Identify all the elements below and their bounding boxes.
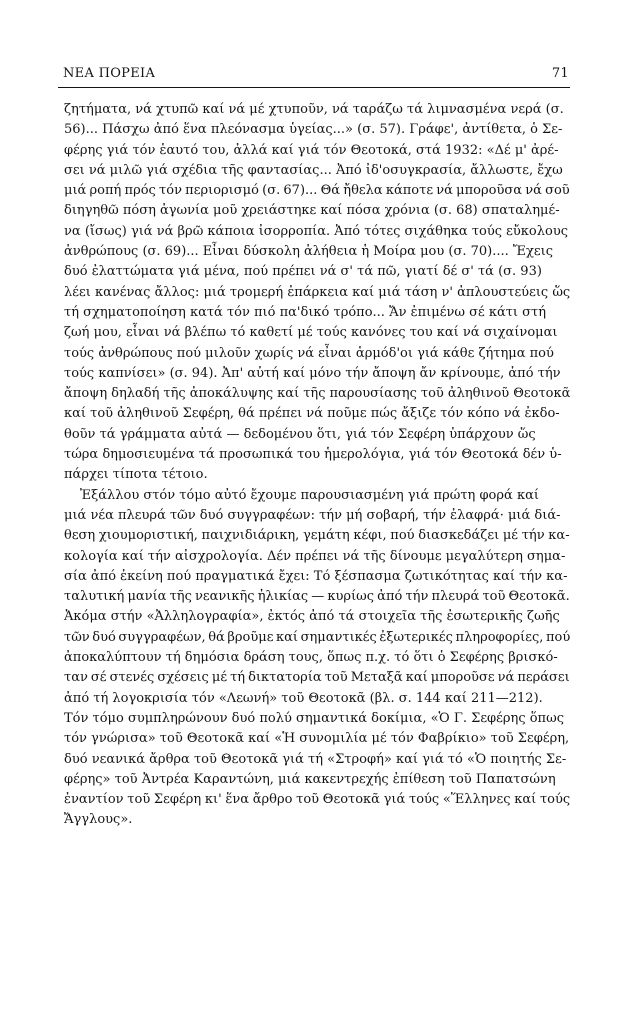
- text-line: ἀνθρώπους (σ. 69)... Εἶναι δύσκολη ἀλήθεια ἡ Μοίρα μου (σ. 70).... Ἔχεις: [64, 244, 553, 260]
- article-body: [64, 100, 570, 831]
- text-line: ἐναντίον τοῦ Σεφέρη κι' ἕνα ἄρθρο τοῦ Θεοτοκᾶ γιά τούς «Ἕλληνες καί τούς: [64, 792, 571, 808]
- text-line: φέρης» τοῦ Ἀντρέα Καραντώνη, μιά κακεντρεχής ἐπίθεση τοῦ Παπατσώνη: [64, 771, 556, 787]
- text-line: τῶν δυό συγγραφέων, θά βροῦμε καί σημαντικές ἐξωτερικές πληροφορίες, πού: [64, 629, 571, 645]
- text-line: να (ἴσως) γιά νά βρῶ κάποια ἰσορροπία. Ἀπό τότες σιχάθηκα τούς εὔκολους: [64, 223, 569, 239]
- text-line: διηγηθῶ πόση ἀγωνία μοῦ χρειάστηκε καί πόσα χρόνια (σ. 68) σπαταλημέ-: [64, 203, 560, 219]
- text-line: τούς καπνίσει» (σ. 94). Ἀπ' αὐτή καί μόνο τήν ἄποψη ἄν κρίνουμε, ἀπό τήν: [64, 365, 561, 381]
- text-line: τόν γνώρισα» τοῦ Θεοτοκᾶ καί «Ἡ συνομιλία μέ τόν Φαβρίκιο» τοῦ Σεφέρη,: [64, 731, 570, 747]
- text-line: δυό ἐλαττώματα γιά μένα, πού πρέπει νά σ' τά πῶ, γιατί δέ σ' τά (σ. 93): [64, 264, 542, 280]
- paragraph-start-line: Ἐξάλλου στόν τόμο αὐτό ἔχουμε παρουσιασμένη γιά πρώτη φορά καί: [80, 487, 539, 503]
- text-line: λέει κανένας ἄλλος: μιά τρομερή ἐπάρκεια καί μιά τάση ν' ἀπλουστεύεις ὥς: [64, 284, 571, 300]
- text-line: μιά νέα πλευρά τῶν δυό συγγραφέων: τήν μή σοβαρή, τήν ἐλαφρά· μιά διά-: [64, 507, 561, 523]
- text-line: ἀπό τή λογοκρισία τόν «Λεωνή» τοῦ Θεοτοκᾶ (βλ. σ. 144 καί 211—212).: [64, 690, 543, 706]
- text-line: καί τοῦ ἀληθινοῦ Σεφέρη, θά πρέπει νά ποῦμε πώς ἄξιζε τόν κόπο νά ἐκδο-: [64, 406, 560, 422]
- text-line: ζητήματα, νά χτυπῶ καί νά μέ χτυποῦν, νά ταράζω τά λιμνασμένα νερά (σ.: [64, 102, 564, 117]
- page-number: 71: [551, 66, 569, 81]
- text-line: ζωή μου, εἶναι νά βλέπω τό καθετί μέ τούς κανόνες του καί νά σιχαίνομαι: [64, 325, 558, 341]
- text-line: κολογία καί τήν αἰσχρολογία. Δέν πρέπει νά τῆς δίνουμε μεγαλύτερη σημα-: [64, 548, 566, 564]
- text-line: Ἀκόμα στήν «Ἀλληλογραφία», ἐκτός ἀπό τά στοιχεῖα τῆς ἐσωτερικῆς ζωῆς: [64, 609, 560, 625]
- header-rule: [58, 87, 570, 88]
- text-line: ταν σέ στενές σχέσεις μέ τή δικτατορία τοῦ Μεταξᾶ καί μποροῦσε νά περάσει: [64, 670, 570, 686]
- text-line: 56)... Πάσχω ἀπό ἕνα πλεόνασμα ὑγείας...» (σ. 57). Γράφε', ἀντίθετα, ὁ Σε-: [64, 122, 563, 138]
- text-line: σει νά μιλῶ γιά σχέδια τῆς φαντασίας... Ἀπό ἰδ'οσυγκρασία, ἄλλωστε, ἔχω: [64, 162, 563, 178]
- text-line: Ἄγγλους».: [64, 812, 133, 828]
- text-line: πάρχει τίποτα τέτοιο.: [64, 467, 208, 483]
- text-line: τή σχηματοποίηση κατά τόν πιό πα'δικό τρόπο... Ἄν ἐπιμένω σέ κάτι στή: [64, 304, 547, 320]
- running-header: [63, 66, 569, 81]
- journal-title: ΝΕΑ ΠΟΡΕΙΑ: [63, 66, 156, 81]
- text-line: τούς ἀνθρώπους πού μιλοῦν χωρίς νά εἶναι ἁρμόδ'οι γιά κάθε ζήτημα πού: [64, 345, 554, 361]
- text-line: ἄποψη δηλαδή τῆς ἀποκάλυψης καί τῆς παρουσίασης τοῦ ἀληθινοῦ Θεοτοκᾶ: [64, 386, 571, 402]
- text-line: τώρα δημοσιευμένα τά προσωπικά του ἡμερολόγια, γιά τόν Θεοτοκά δέν ὑ-: [64, 447, 562, 463]
- text-line: Τόν τόμο συμπληρώνουν δυό πολύ σημαντικά δοκίμια, «Ὁ Γ. Σεφέρης ὅπως: [64, 710, 564, 726]
- text-line: ἀποκαλύπτουν τή δημόσια δράση τους, ὅπως π.χ. τό ὅτι ὁ Σεφέρης βρισκό-: [64, 650, 558, 666]
- text-line: φέρης γιά τόν ἑαυτό του, ἀλλά καί γιά τόν Θεοτοκά, στά 1932: «Δέ μ' ἀρέ-: [64, 142, 559, 158]
- text-line: ταλυτική μανία τῆς νεανικῆς ἡλικίας — κυρίως ἀπό τήν πλευρά τοῦ Θεοτοκᾶ.: [64, 589, 570, 605]
- text-line: σία ἀπό ἐκείνη πού πραγματικά ἔχει: Τό ξέσπασμα ζωτικότητας καί τήν κα-: [64, 568, 568, 584]
- text-line: δυό νεανικά ἄρθρα τοῦ Θεοτοκᾶ γιά τή «Στροφή» καί γιά τό «Ὁ ποιητής Σε-: [64, 751, 567, 767]
- text-line: θεση χιουμοριστική, παιχνιδιάρικη, γεμάτη κέφι, πού διασκεδάζει μέ τήν κα-: [64, 528, 570, 544]
- text-line: μιά ροπή πρός τόν περιορισμό (σ. 67)... Θά ἤθελα κάποτε νά μποροῦσα νά σοῦ: [64, 183, 570, 199]
- text-line: θοῦν τά γράμματα αὐτά — δεδομένου ὅτι, γιά τόν Σεφέρη ὑπάρχουν ὥς: [64, 426, 536, 442]
